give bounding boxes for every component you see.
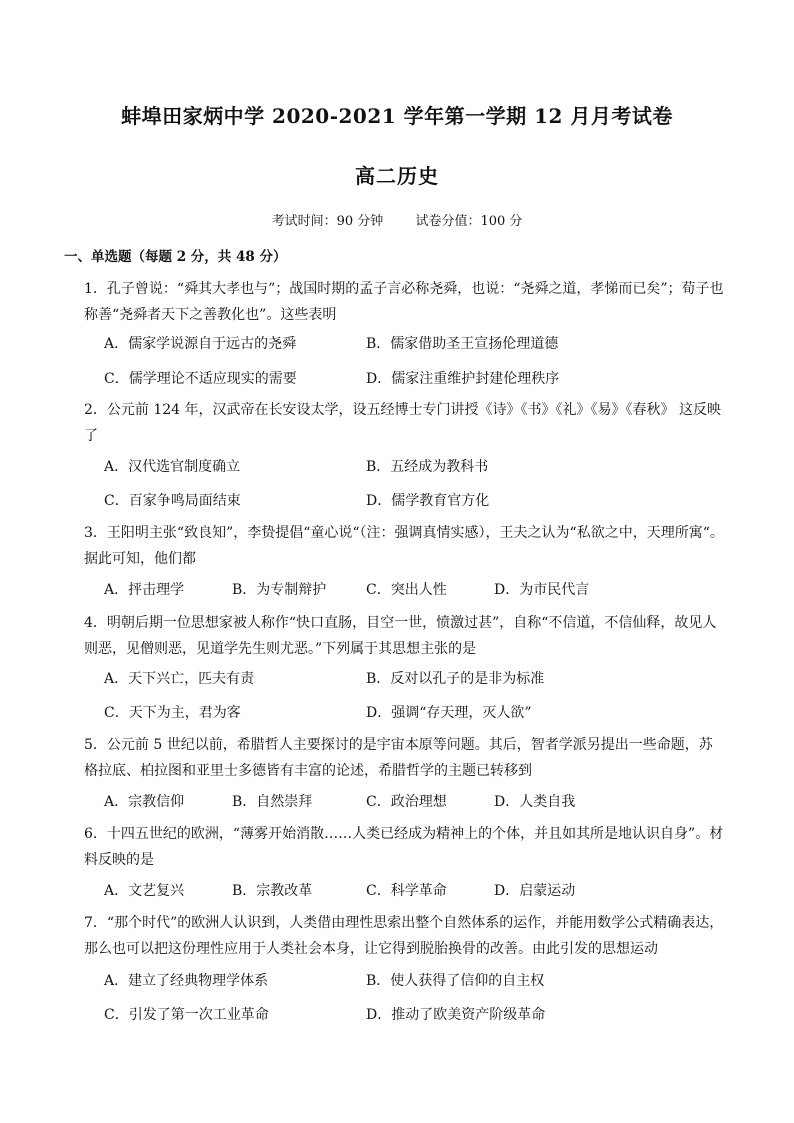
q3-option-b: B．为专制辩护 xyxy=(232,582,327,598)
q6-option-c: C．科学革命 xyxy=(366,883,447,899)
q5-option-b: B．自然崇拜 xyxy=(232,794,313,810)
q6-option-a: A．文艺复兴 xyxy=(104,883,185,899)
question-7: 7．“那个时代”的欧洲人认识到，人类借由理性思索出整个自然体系的运作，并能用数学公式精确表达，那么也可以把这份理性应用于人类社会本身，让它得到脱胎换骨的改善。由此引发的思想运动 xyxy=(84,915,724,957)
question-4: 4．明朝后期一位思想家被人称作“快口直肠，目空一世，愤激过甚”，自称“不信道，不信仙释，故见人则恶，见僧则恶，见道学先生则尤恶。”下列属于其思想主张的是 xyxy=(84,615,717,657)
q5-option-d: D．人类自我 xyxy=(494,794,576,810)
exam-time: 考试时间：90 分钟 xyxy=(271,214,384,229)
q1-option-d: D．儒家注重维护封建伦理秩序 xyxy=(366,371,560,387)
q5-option-c: C．政治理想 xyxy=(366,794,447,810)
q4-option-c: C．天下为主，君为客 xyxy=(104,705,241,721)
q2-option-d: D．儒学教育官方化 xyxy=(366,493,490,509)
q4-option-a: A．天下兴亡，匹夫有责 xyxy=(104,671,255,687)
q7-option-c: C．引发了第一次工业革命 xyxy=(104,1007,269,1023)
q6-option-b: B．宗教改革 xyxy=(232,883,313,899)
q4-option-b: B．反对以孔子的是非为标准 xyxy=(366,671,545,687)
question-6: 6．十四五世纪的欧洲，“薄雾开始消散……人类已经成为精神上的个体，并且如其所是地认识自身”。材料反映的是 xyxy=(84,826,724,868)
q7-option-a: A．建立了经典物理学体系 xyxy=(104,973,269,989)
q2-option-c: C．百家争鸣局面结束 xyxy=(104,493,241,509)
exam-meta xyxy=(0,210,794,229)
q2-option-a: A．汉代选官制度确立 xyxy=(104,459,241,475)
q4-option-d: D．强调“存天理，灭人欲” xyxy=(366,705,532,721)
question-5: 5．公元前 5 世纪以前，希腊哲人主要探讨的是宇宙本原等问题。其后，智者学派另提出一些命题，苏格拉底、柏拉图和亚里士多德皆有丰富的论述，希腊哲学的主题已转移到 xyxy=(84,737,713,779)
q7-option-d: D．推动了欧美资产阶级革命 xyxy=(366,1007,546,1023)
q2-option-b: B．五经成为教科书 xyxy=(366,459,489,475)
q3-option-a: A．抨击理学 xyxy=(104,582,185,598)
q3-option-c: C．突出人性 xyxy=(366,582,447,598)
q3-option-d: D．为市民代言 xyxy=(494,582,590,598)
question-3: 3．王阳明主张“致良知”，李贽提倡“童心说“（注：强调真情实感），王夫之认为“私欲之中，天理所寓“。据此可知，他们都 xyxy=(84,525,724,567)
exam-score: 试卷分值：100 分 xyxy=(415,214,523,229)
q7-option-b: B．使人获得了信仰的自主权 xyxy=(366,973,545,989)
q6-option-d: D．启蒙运动 xyxy=(494,883,576,899)
q1-option-b: B．儒家借助圣王宣扬伦理道德 xyxy=(366,336,559,352)
section-heading: 一、单选题（每题 2 分，共 48 分） xyxy=(64,249,287,265)
q1-option-a: A．儒家学说源自于远古的尧舜 xyxy=(104,336,297,352)
question-2: 2．公元前 124 年，汉武帝在长安设太学，设五经博士专门讲授《诗》《书》《礼》《易》《春秋》 这反映了 xyxy=(84,402,721,444)
q5-option-a: A．宗教信仰 xyxy=(104,794,185,810)
question-1: 1．孔子曾说：“舜其大孝也与”；战国时期的孟子言必称尧舜，也说：“尧舜之道，孝悌而已矣”；荀子也称善“尧舜者天下之善教化也”。这些表明 xyxy=(84,281,724,323)
exam-title: 蚌埠田家炳中学 2020-2021 学年第一学期 12 月月考试卷 xyxy=(121,104,673,128)
exam-subject: 高二历史 xyxy=(355,164,439,188)
q1-option-c: C．儒学理论不适应现实的需要 xyxy=(104,371,297,387)
